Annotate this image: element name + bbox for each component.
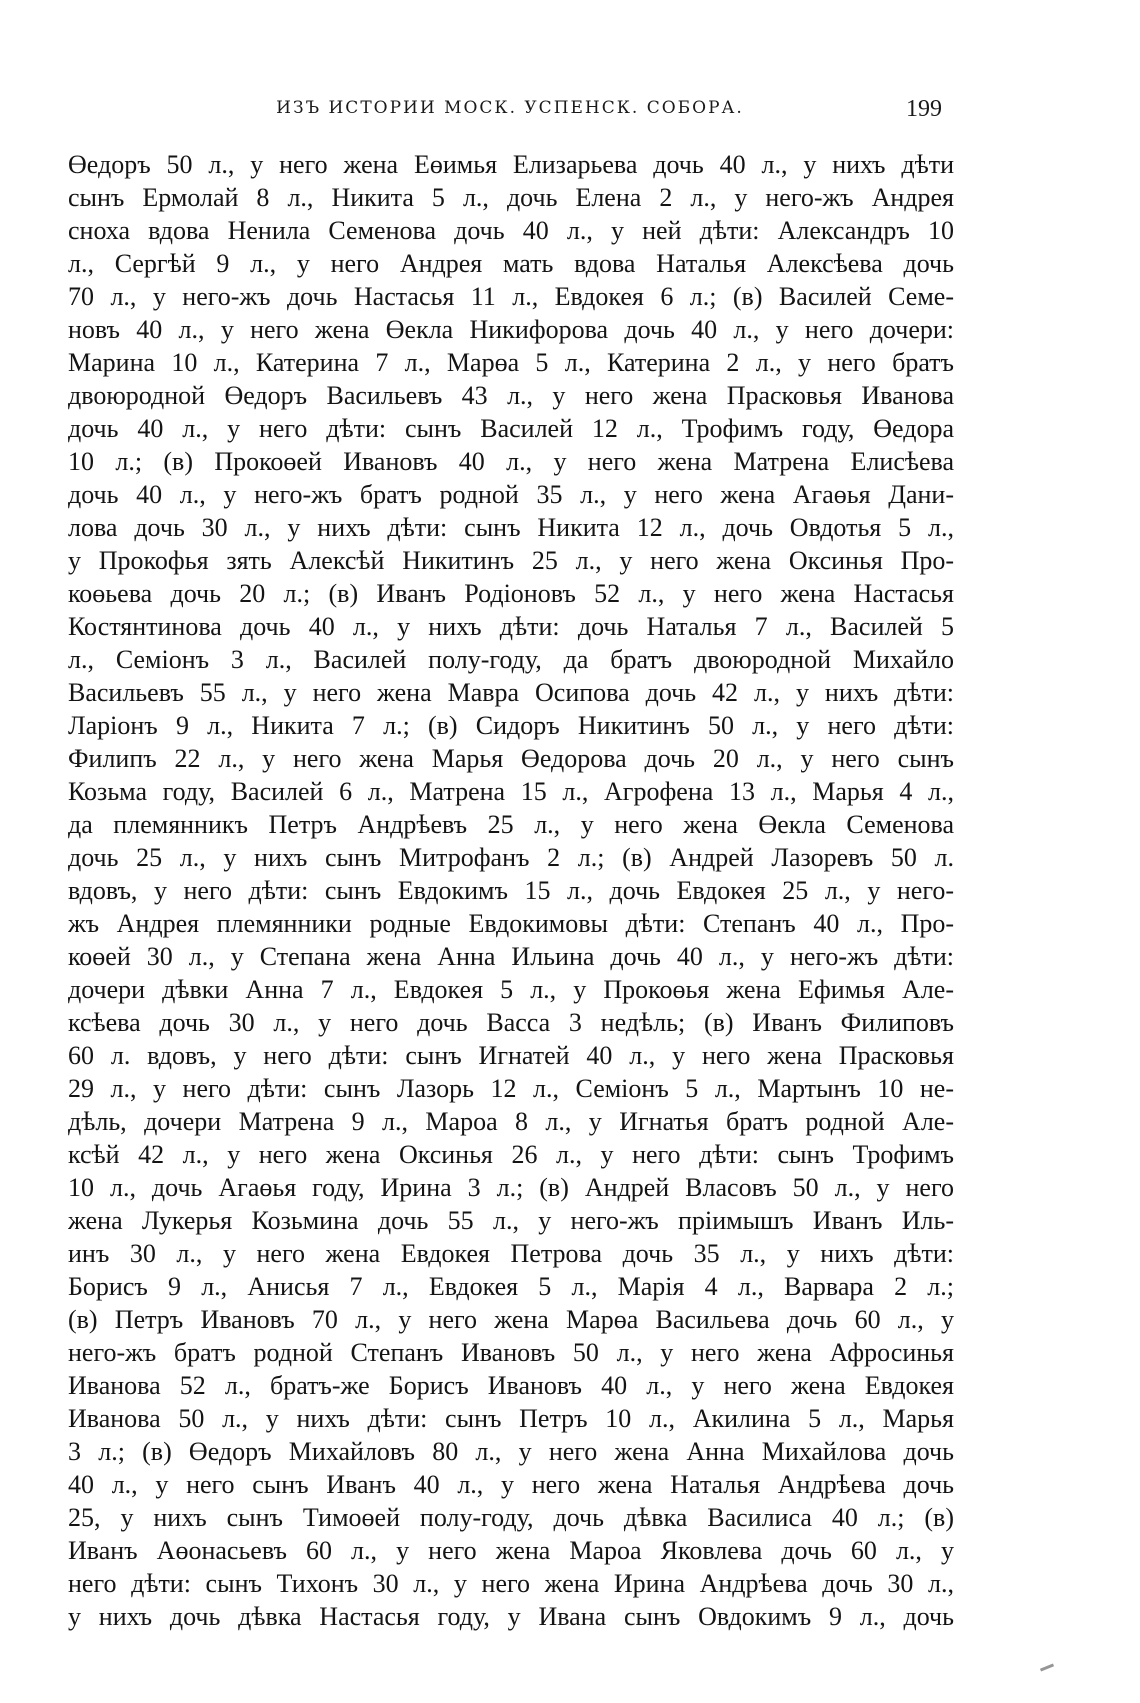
text-line: дочь 40 л., у него дѣти: сынъ Василей 12 л., Трофимъ году, Өедора — [68, 414, 954, 443]
text-line: Өедоръ 50 л., у него жена Еөимья Елизарьева дочь 40 л., у нихъ дѣти — [68, 150, 954, 179]
text-line: Иванова 52 л., братъ-же Борисъ Ивановъ 40 л., у него жена Евдокея — [68, 1371, 954, 1400]
text-line: новъ 40 л., у него жена Өекла Никифорова дочь 40 л., у него дочери: — [68, 315, 954, 344]
text-line: Костянтинова дочь 40 л., у нихъ дѣти: дочь Наталья 7 л., Василей 5 — [68, 612, 954, 641]
text-line: дѣль, дочери Матрена 9 л., Мароа 8 л., у Игнатья братъ родной Але- — [68, 1107, 954, 1136]
text-line: Васильевъ 55 л., у него жена Мавра Осипова дочь 42 л., у нихъ дѣти: — [68, 678, 954, 707]
text-line: 10 л., дочь Агаөья году, Ирина 3 л.; (в) Андрей Власовъ 50 л., у него — [68, 1173, 954, 1202]
text-line: коөей 30 л., у Степана жена Анна Ильина дочь 40 л., у него-жъ дѣти: — [68, 942, 954, 971]
text-line: Борисъ 9 л., Анисья 7 л., Евдокея 5 л., Марiя 4 л., Варвара 2 л.; — [68, 1272, 954, 1301]
text-line: дочери дѣвки Анна 7 л., Евдокея 5 л., у Прокоөья жена Ефимья Але- — [68, 975, 954, 1004]
ink-speck — [1040, 1663, 1054, 1671]
text-line: дочь 25 л., у нихъ сынъ Митрофанъ 2 л.; (в) Андрей Лазоревъ 50 л. — [68, 843, 954, 872]
text-line: сынъ Ермолай 8 л., Никита 5 л., дочь Елена 2 л., у него-жъ Андрея — [68, 183, 954, 212]
text-line: жъ Андрея племянники родные Евдокимовы дѣти: Степанъ 40 л., Про- — [68, 909, 954, 938]
text-line: 40 л., у него сынъ Иванъ 40 л., у него жена Наталья Андрѣева дочь — [68, 1470, 954, 1499]
text-line: 70 л., у него-жъ дочь Настасья 11 л., Евдокея 6 л.; (в) Василей Семе- — [68, 282, 954, 311]
page-number: 199 — [906, 96, 942, 122]
text-line: 60 л. вдовъ, у него дѣти: сынъ Игнатей 40 л., у него жена Прасковья — [68, 1041, 954, 1070]
text-line: него дѣти: сынъ Тихонъ 30 л., у него жена Ирина Андрѣева дочь 30 л., — [68, 1569, 954, 1598]
text-line: ксѣева дочь 30 л., у него дочь Васса 3 недѣль; (в) Иванъ Филиповъ — [68, 1008, 954, 1037]
text-line: коөьева дочь 20 л.; (в) Иванъ Родiоновъ 52 л., у него жена Настасья — [68, 579, 954, 608]
text-line: Марина 10 л., Катерина 7 л., Марөа 5 л., Катерина 2 л., у него братъ — [68, 348, 954, 377]
text-line: инъ 30 л., у него жена Евдокея Петрова дочь 35 л., у нихъ дѣти: — [68, 1239, 954, 1268]
text-line: двоюродной Өедоръ Васильевъ 43 л., у него жена Прасковья Иванова — [68, 381, 954, 410]
text-line: Козьма году, Василей 6 л., Матрена 15 л., Агрофена 13 л., Марья 4 л., — [68, 777, 954, 806]
text-line: вдовъ, у него дѣти: сынъ Евдокимъ 15 л., дочь Евдокея 25 л., у него- — [68, 876, 954, 905]
text-line: да племянникъ Петръ Андрѣевъ 25 л., у него жена Өекла Семенова — [68, 810, 954, 839]
text-line: лова дочь 30 л., у нихъ дѣти: сынъ Никита 12 л., дочь Овдотья 5 л., — [68, 513, 954, 542]
text-line: Иванова 50 л., у нихъ дѣти: сынъ Петръ 10 л., Акилина 5 л., Марья — [68, 1404, 954, 1433]
text-line: 10 л.; (в) Прокоөей Ивановъ 40 л., у него жена Матрена Елисѣева — [68, 447, 954, 476]
text-line: жена Лукерья Козьмина дочь 55 л., у него-жъ прiимышъ Иванъ Иль- — [68, 1206, 954, 1235]
text-line: у Прокофья зять Алексѣй Никитинъ 25 л., у него жена Оксинья Про- — [68, 546, 954, 575]
body-text — [68, 148, 954, 1633]
running-head — [68, 98, 952, 128]
text-line: него-жъ братъ родной Степанъ Ивановъ 50 л., у него жена Афросинья — [68, 1338, 954, 1367]
text-line: (в) Петръ Ивановъ 70 л., у него жена Марөа Васильева дочь 60 л., у — [68, 1305, 954, 1334]
text-line: у нихъ дочь дѣвка Настасья году, у Ивана сынъ Овдокимъ 9 л., дочь — [68, 1602, 954, 1631]
text-line: 25, у нихъ сынъ Тимоөей полу-году, дочь дѣвка Василиса 40 л.; (в) — [68, 1503, 954, 1532]
text-line: Филипъ 22 л., у него жена Марья Өедорова дочь 20 л., у него сынъ — [68, 744, 954, 773]
text-line: Иванъ Аөонасьевъ 60 л., у него жена Мароа Яковлева дочь 60 л., у — [68, 1536, 954, 1565]
text-line: л., Сергѣй 9 л., у него Андрея мать вдова Наталья Алексѣева дочь — [68, 249, 954, 278]
text-line: 3 л.; (в) Өедоръ Михайловъ 80 л., у него жена Анна Михайлова дочь — [68, 1437, 954, 1466]
text-line: л., Семiонъ 3 л., Василей полу-году, да братъ двоюродной Михайло — [68, 645, 954, 674]
text-line: дочь 40 л., у него-жъ братъ родной 35 л., у него жена Агаөья Дани- — [68, 480, 954, 509]
text-line: Ларiонъ 9 л., Никита 7 л.; (в) Сидоръ Никитинъ 50 л., у него дѣти: — [68, 711, 954, 740]
text-line: 29 л., у него дѣти: сынъ Лазорь 12 л., Семiонъ 5 л., Мартынъ 10 не- — [68, 1074, 954, 1103]
text-line: ксѣй 42 л., у него жена Оксинья 26 л., у него дѣти: сынъ Трофимъ — [68, 1140, 954, 1169]
running-title: ИЗЪ ИСТОРИИ МОСК. УСПЕНСК. СОБОРА. — [276, 98, 744, 118]
text-line: сноха вдова Ненила Семенова дочь 40 л., у ней дѣти: Александръ 10 — [68, 216, 954, 245]
